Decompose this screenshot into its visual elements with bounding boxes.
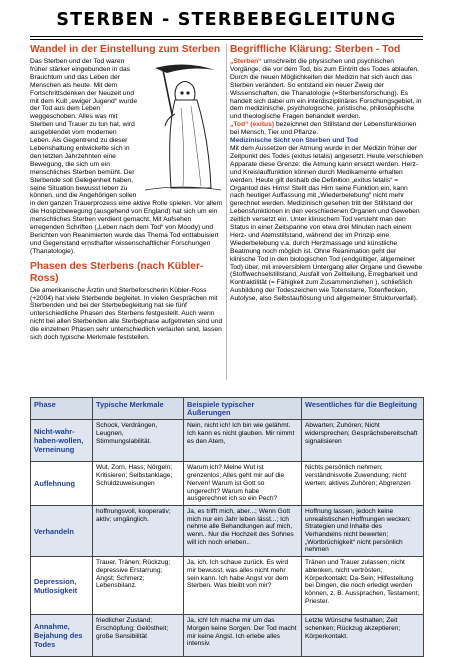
paragraph-tod: [230, 121, 423, 137]
cell-merkmale: hoffnungsvoll, kooperativ; aktiv; umgänglich.: [93, 505, 184, 556]
table-row: [31, 462, 424, 506]
phases-table: [30, 397, 424, 657]
cell-aeusserungen: Ja, ich. Ich schaue zurück. Es wird mir bewusst, was alles nicht mehr sein kann. Ich habe Angst vor dem Sterben. Was bleibt von mir?: [184, 557, 302, 615]
text-sterben: umschreibt die physischen und psychischen Vorgänge, die vor dem Tod, bis zum Eintritt des Todes ablaufen. Durch die neuen Möglichkeiten der Medizin hat sich auch das Sterben verändert. So entstand ein neuer Zweig der Wissenschaften, die Thanatologie (=Sterbensforschung). Es handelt sich dabei um ein interdisziplinäres Forschungsgebiet, in dem medizinische, psychologische, juristische, philosophische und theologische Fragen behandelt werden.: [230, 58, 422, 121]
cell-begleitung: Abwarten; Zuhören; Nicht widersprechen; Gesprächsbereitschaft signalisieren: [302, 420, 424, 462]
term-sterben: „Sterben“: [230, 58, 262, 65]
header-phase: Phase: [31, 398, 93, 420]
title-rule-top: [30, 36, 423, 37]
header-merkmale: Typische Merkmale: [93, 398, 184, 420]
text-tod: bezeichnet den Stillstand der Lebensfunktionen bei Mensch, Tier und Pflanze.: [230, 121, 417, 137]
cell-aeusserungen: Ja, es trifft mich, aber...; Wenn Gott mich nur ein Jahr leben lässt...; Ich nehme alle Behandlungen auf mich, wenn.. Nur die Hochzeit des Sohnes will ich noch erleben..: [184, 505, 302, 556]
cell-merkmale: Schock, Verdrängen, Leugnen, Stimmungslabilität.: [93, 420, 184, 462]
table-row: [31, 505, 424, 556]
header-begleitung: Wesentliches für die Begleitung: [302, 398, 424, 420]
left-column: [30, 44, 223, 342]
cell-phase: Verhandeln: [31, 505, 93, 556]
cell-begleitung: Tränen und Trauer zulassen; nicht ablenken, nicht vertrösten; Körperkontakt; Da-Sein; Hilfestellung bei Dingen, die noch erledigt werden können, z. B. Aussprachen, Testament; Priester.: [302, 557, 424, 615]
paragraph-phasen: Die amerikanische Ärztin und Sterbeforscherin Kübler-Ross (+2004) hat viele Sterbende begleitet. In vielen Gesprächen mit Sterbenden und bei der Sterbebegleitung hat sie fünf unterschiedliche Phasen des Sterbens festgestellt. Auch wenn nicht bei allen Sterbenden alle Sterbephase aufgetreten sind und die einzelnen Phasen sehr unterschiedlich verlaufen sind, lassen sich doch typische Merkmale feststellen.: [30, 286, 223, 342]
cell-aeusserungen: Nein, nicht ich! Ich bin wie gelähmt. Ich kann es nicht glauben. Mir nimmt es den Atem,: [184, 420, 302, 462]
term-tod: „Tod“ (exitus): [230, 121, 275, 129]
cell-begleitung: Hoffnung lassen, jedoch keine unrealistischen Hoffnungen wecken; Strategien und Inhalte des Verhandelns nicht bewerten; „Wortbrüchigkeit“ nicht persönlich nehmen: [302, 505, 424, 556]
table-row: [31, 615, 424, 657]
cell-phase: Auflehnung: [31, 462, 93, 506]
cell-merkmale: Wut, Zorn, Hass; Nörgeln; Kritisieren; Selbstanklage; Schuldzuweisungen: [93, 462, 184, 506]
header-aeusserungen: Beispiele typischer Äußerungen: [184, 398, 302, 420]
title-rule-bottom: [30, 39, 423, 40]
subheading-medizin: Medizinische Sicht von Sterben und Tod: [230, 137, 359, 145]
paragraph-medizin: Mit dem Aussetzen der Atmung wurde in der Medizin früher der Zeitpunkt des Todes (exitus letalis) angesetzt. Heute verschieben Apparate diese Grenze: die Atmung kann ersetzt werden. Herz- und Kreislauffunktion können durch Medikamente erhalten werden. Heute gilt deshalb die Definition „exitus letalis“ = Organtod des Hirns! Stellt das Hirn seine Funktion ein, kann nach heutiger Auffassung mit „Wiederbelebung“ nicht mehr gerechnet werden. Medizinisch gesehen tritt der Stillstand der Lebensfunktionen in den verschiedenen Organen und Geweben zeitlich versetzt ein. Unter klinischem Tod versteht man den Status in einer Zeitspanne von etwa drei Minuten nach einem Herz- und Atemstillstand, während der im Prinzip eine Wiederbelebung v.a. durch Herzmassage und künstliche Beatmung noch möglich ist. Ohne Reanimation geht der klinische Tod in den biologischen Tod (endgültiger, allgemeiner Tod) über, mit irreversiblem Untergang aller Organe und Gewebe (Stoffwechselstillstand, Ausfall von Zellteilung, Erregbarkeit und Kontraktilität (= Fähigkeit zum Zusammenziehen ), schließlich Ausbildung der Todeszeichen wie Totenstarre, Totenflecken, Autolyse, also Selbstauflösung und allgemeiner Strukturverfall).: [230, 144, 423, 303]
heading-phasen: Phasen des Sterbens (nach Kübler-Ross): [30, 260, 204, 284]
cell-merkmale: Trauer, Tränen; Rückzug; depressive Erstarrung; Angst; Schmerz; Lebensbilanz.: [93, 557, 184, 615]
paragraph-wandel: Das Sterben und der Tod waren früher stärker eingebunden in das Brauchtum und das Leben der Menschen als heute. Mit dem Fortschrittsdenken der Neuzeit und mit dem Kult „ewiger Jugend“ wurde der Tod aus dem Leben weggeschoben. Alles was mit Sterben und Trauer zu tun hat, wird ausgeblendet vom modernen Leben. Als Gegentrend zu dieser Lebenshaltung entwickelte sich in den letzten Jahrzehnten eine Bewegung, die sich um ein menschliches Sterben bemüht. Der Sterbende soll Gelegenheit haben, seine Situation bewusst leben zu können, und die Angehörigen sollen in den ganzen Trauerprozess eine aktive Rolle spielen. Vor allem die Hospizbewegung (ausgehend von England) hat sich um ein menschliches Sterben verdient gemacht. Mit Aufsehen erregenden Schriften („Leben nach dem Tod“ von Moody) und Berichten von Reanimierten wurde das Thema Tod enttabuisiert und Gegenstand ernsthafter wissenschaftlicher Forschungen (Thanatologie).: [30, 58, 223, 255]
right-column: [230, 44, 423, 303]
cell-aeusserungen: Warum ich? Meine Wut ist grenzenlos; Alles geht mir auf die Nerven! Warum ist Gott so ungerecht? Warum habe ausgerechnet ich so ein Pech?: [184, 462, 302, 506]
grim-reaper-illustration: [141, 60, 223, 194]
cell-phase: Depression, Mutlosigkeit: [31, 557, 93, 615]
heading-wandel: Wandel in der Einstellung zum Sterben: [30, 44, 221, 55]
cell-begleitung: Nichts persönlich nehmen; verständnisvolle Zuwendung; nicht werten; aktives Zuhören; Abgrenzen: [302, 462, 424, 506]
cell-phase: Nicht-wahr-haben-wollen, Verneinung: [31, 420, 93, 462]
paragraph-sterben: [230, 58, 423, 121]
table-row: [31, 557, 424, 615]
table-header-row: [31, 398, 424, 420]
cell-phase: Annahme, Bejahung des Todes: [31, 615, 93, 657]
heading-begriffe: Begriffliche Klärung: Sterben - Tod: [230, 44, 401, 55]
column-divider: [226, 44, 227, 380]
cell-merkmale: friedlicher Zustand; Erschöpfung; Gelöstheit; große Sensibilität: [93, 615, 184, 657]
cell-begleitung: Letzte Wünsche festhalten; Zeit schenken; Rückzug akzeptieren; Körperkontakt.: [302, 615, 424, 657]
page-title: STERBEN - STERBEBEGLEITUNG: [56, 10, 397, 30]
cell-aeusserungen: Ja, ich! Ich mache mir um das Morgen keine Sorgen. Der Tod macht mir keine Angst. Ich erlebe alles intensiv.: [184, 615, 302, 657]
table-row: [31, 420, 424, 462]
